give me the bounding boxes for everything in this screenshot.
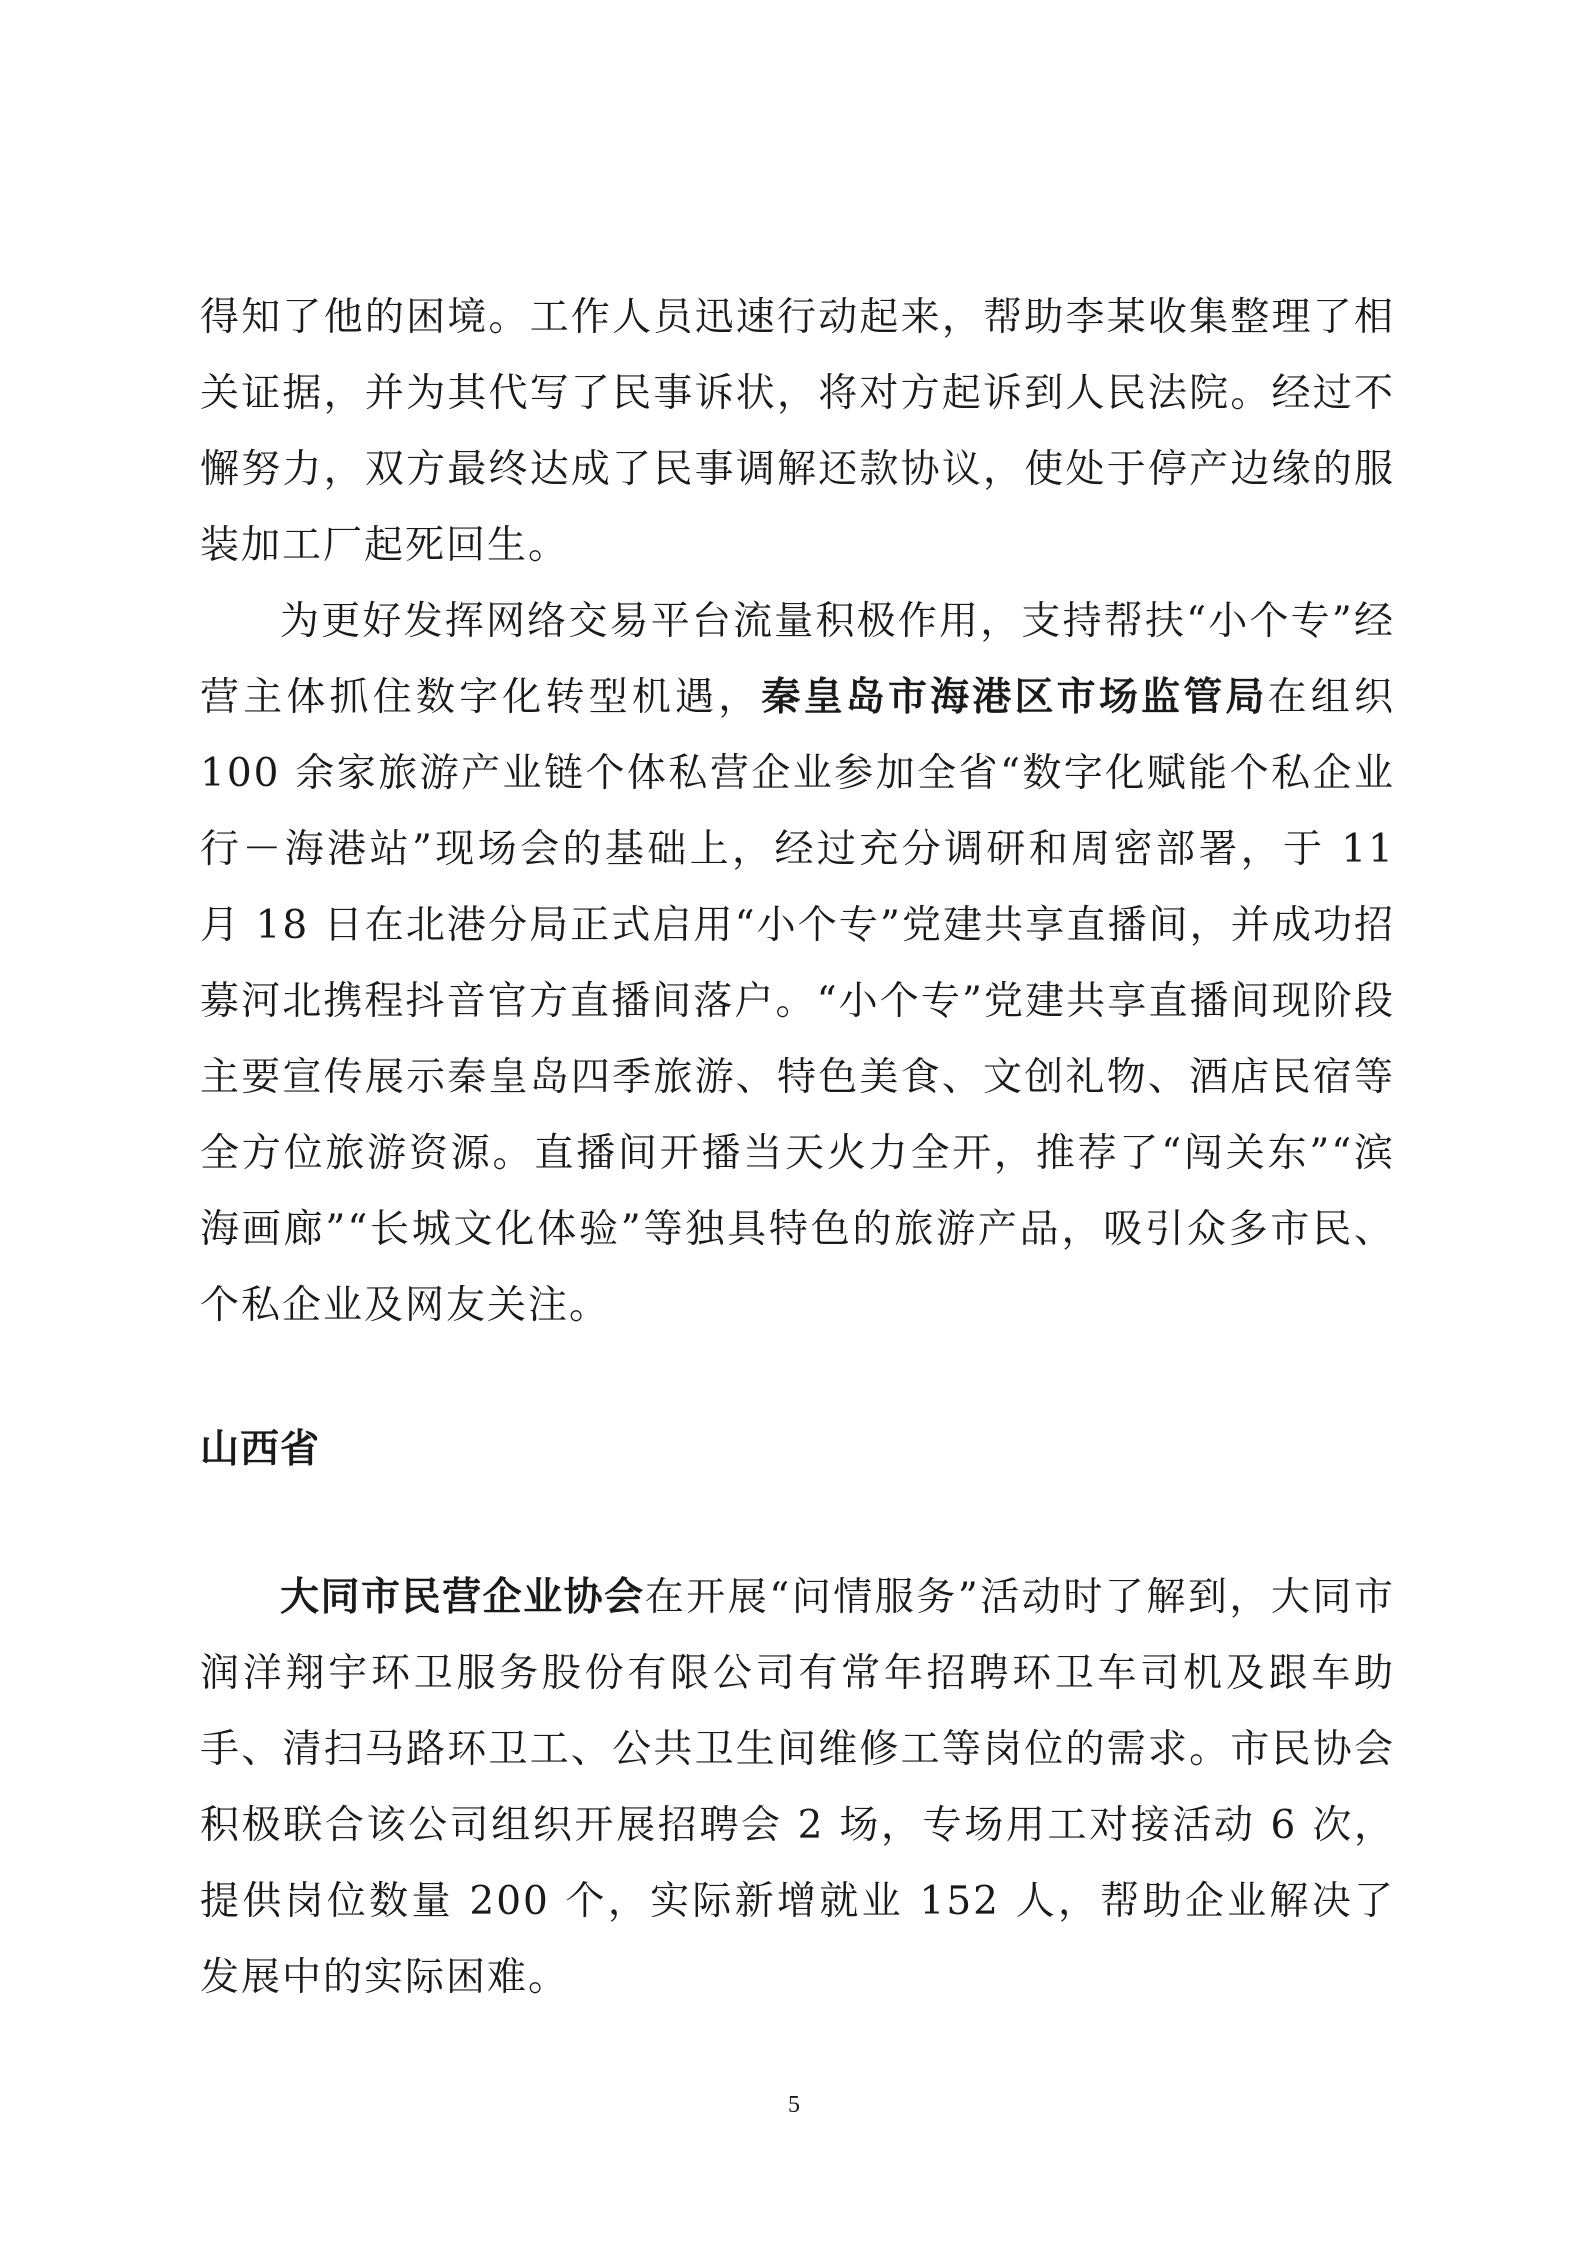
page-number: 5	[788, 2092, 800, 2118]
organization-name-bold: 大同市民营企业协会	[280, 1575, 645, 1620]
paragraph-datong-association	[200, 1560, 1395, 2016]
paragraph-text: 为更好发挥网络交易平台流量积极作用，支持帮扶“小个专”经营主体抓住数字化转型机遇，	[200, 599, 1395, 720]
paragraph-text: 在开展“问情服务”活动时了解到，大同市润洋翔宇环卫服务股份有限公司有常年招聘环卫车司机及跟车助手、清扫马路环卫工、公共卫生间维修工等岗位的需求。市民协会积极联合该公司组织开展招聘会 2 场，专场用工对接活动 6 次，提供岗位数量 200 个，实际新增就业 152 人，帮助企业解决了发展中的实际困难。	[200, 1575, 1395, 2000]
organization-name-bold: 秦皇岛市海港区市场监管局	[761, 675, 1268, 720]
section-heading-shanxi: 山西省	[200, 1427, 321, 1472]
paragraph-garment-factory: 得知了他的困境。工作人员迅速行动起来，帮助李某收集整理了相关证据，并为其代写了民事诉状，将对方起诉到人民法院。经过不懈努力，双方最终达成了民事调解还款协议，使处于停产边缘的服装加工厂起死回生。	[200, 295, 1395, 568]
paragraph-live-streaming-room	[200, 584, 1395, 1344]
document-body	[200, 280, 1395, 2016]
paragraph-text: 在组织 100 余家旅游产业链个体私营企业参加全省“数字化赋能个私企业行－海港站”现场会的基础上，经过充分调研和周密部署，于 11 月 18 日在北港分局正式启用“小个专”党建共享直播间，并成功招募河北携程抖音官方直播间落户。“小个专”党建共享直播间现阶段主要宣传展示秦皇岛四季旅游、特色美食、文创礼物、酒店民宿等全方位旅游资源。直播间开播当天火力全开，推荐了“闯关东”“滨海画廊”“长城文化体验”等独具特色的旅游产品，吸引众多市民、个私企业及网友关注。	[200, 675, 1395, 1328]
